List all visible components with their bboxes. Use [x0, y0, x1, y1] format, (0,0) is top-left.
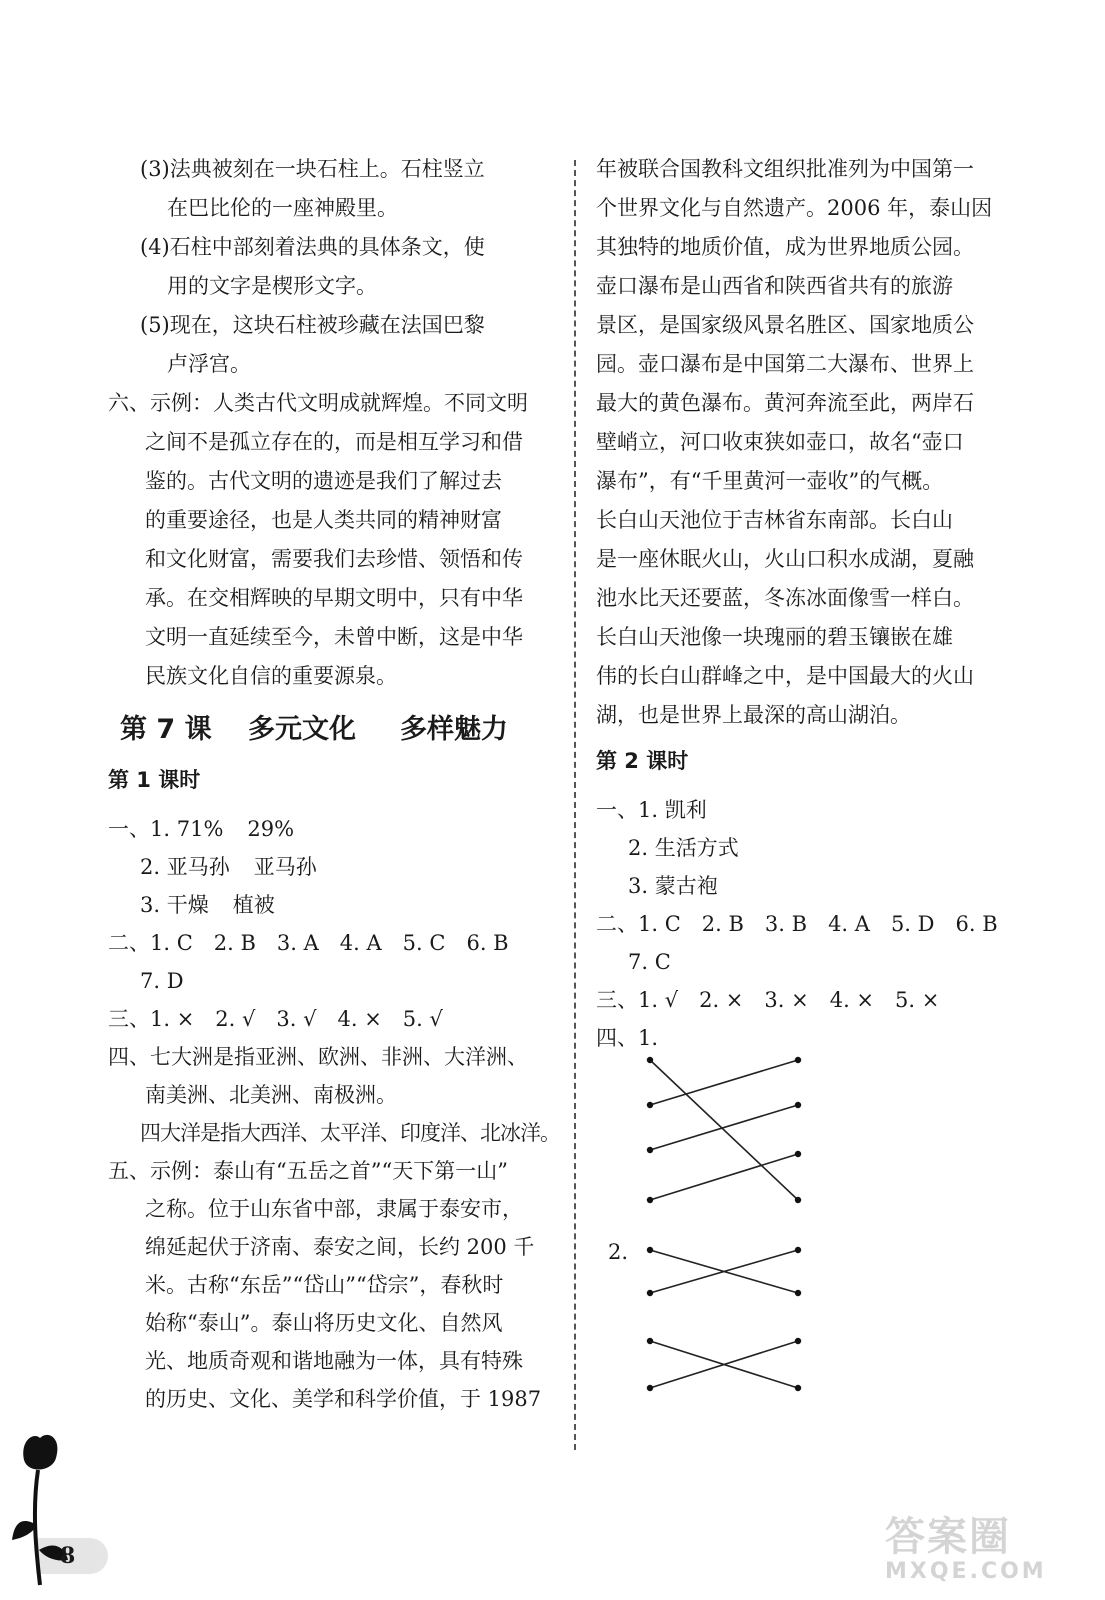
item-3-line-2: 在巴比伦的一座神殿里。 [167, 196, 398, 220]
match-dot [795, 1102, 801, 1108]
match-dot [795, 1151, 801, 1157]
match-dot [647, 1290, 653, 1296]
paragraph-line: 壶口瀑布是山西省和陕西省共有的旅游 [596, 274, 953, 298]
section-2-answers: 二、1. C 2. B 3. B 4. A 5. D 6. B [596, 912, 998, 936]
answer: 亚马孙 [253, 855, 317, 879]
paragraph-line: 伟的长白山群峰之中，是中国最大的火山 [596, 664, 974, 688]
paragraph-line: 景区，是国家级风景名胜区、国家地质公 [596, 313, 974, 337]
matching-diagram [620, 1050, 820, 1400]
lesson-title [108, 702, 558, 758]
paragraph-line: 瀑布”，有“千里黄河一壶收”的气概。 [596, 469, 944, 493]
paragraph-line: 长白山天池位于吉林省东南部。长白山 [596, 508, 953, 532]
match-dot [795, 1197, 801, 1203]
lesson-title-part-2: 多样魅力 [400, 714, 508, 745]
page-number: 8 [60, 1543, 76, 1569]
lesson-title-part-1: 多元文化 [248, 714, 356, 745]
column-divider [574, 160, 576, 1450]
match-dot [647, 1338, 653, 1344]
question-number: 3. [140, 893, 161, 917]
match-dot [795, 1290, 801, 1296]
section-5-line: 光、地质奇观和谐地融为一体，具有特殊 [145, 1349, 523, 1373]
section-2-answers: 二、1. C 2. B 3. A 4. A 5. C 6. B [108, 931, 509, 955]
section-5-line: 始称“泰山”。泰山将历史文化、自然风 [145, 1311, 503, 1335]
section-6-line: 的重要途径，也是人类共同的精神财富 [145, 508, 502, 532]
section-5-line: 绵延起伏于济南、泰安之间，长约 200 千 [145, 1235, 535, 1259]
answer-line [108, 886, 558, 924]
section-3-answers: 三、1. × 2. √ 3. √ 4. × 5. √ [108, 1007, 443, 1031]
item-5-line-2: 卢浮宫。 [167, 352, 251, 376]
watermark-logo-text: 答案圈 [885, 1514, 1011, 1560]
match-dot [647, 1247, 653, 1253]
match-dot [795, 1057, 801, 1063]
section-4-line: 南美洲、北美洲、南极洲。 [145, 1083, 397, 1107]
match-dot [647, 1197, 653, 1203]
session-1-title: 第 1 课时 [108, 768, 201, 792]
answer: 亚马孙 [166, 855, 230, 879]
answer: 干燥 [166, 893, 209, 917]
session-2-title: 第 2 课时 [596, 749, 689, 773]
match-line [650, 1154, 798, 1200]
section-4-line: 四大洋是指大西洋、太平洋、印度洋、北冰洋。 [140, 1121, 560, 1145]
section-5-line: 的历史、文化、美学和科学价值，于 1987 [145, 1387, 542, 1411]
section-6-line: 承。在交相辉映的早期文明中，只有中华 [145, 586, 523, 610]
matching-label-1: 四、1. [596, 1026, 659, 1050]
left-column [108, 150, 558, 1418]
lesson-number: 第 7 课 [120, 714, 212, 745]
section-6-line: 六、示例：人类古代文明成就辉煌。不同文明 [108, 391, 528, 415]
section-6-line: 之间不是孤立存在的，而是相互学习和借 [145, 430, 523, 454]
section-2-answers: 7. D [140, 969, 184, 993]
paragraph-line: 园。壶口瀑布是中国第二大瀑布、世界上 [596, 352, 974, 376]
paragraph-line: 是一座休眠火山，火山口积水成湖，夏融 [596, 547, 974, 571]
question-number: 一、1. [108, 817, 171, 841]
match-dot [647, 1057, 653, 1063]
item-5-line-1: (5)现在，这块石柱被珍藏在法国巴黎 [140, 313, 485, 337]
section-5-line: 之称。位于山东省中部，隶属于泰安市， [145, 1197, 523, 1221]
section-6-line: 文明一直延续至今，未曾中断，这是中华 [145, 625, 523, 649]
paragraph-line: 壁峭立，河口收束狭如壶口，故名“壶口 [596, 430, 964, 454]
match-dot [647, 1385, 653, 1391]
paragraph-line: 湖，也是世界上最深的高山湖泊。 [596, 703, 911, 727]
section-5-line: 五、示例：泰山有“五岳之首”“天下第一山” [108, 1159, 508, 1183]
match-line [650, 1105, 798, 1150]
section-5-line: 米。古称“东岳”“岱山”“岱宗”，春秋时 [145, 1273, 504, 1297]
match-dot [795, 1338, 801, 1344]
item-4-line-2: 用的文字是楔形文字。 [167, 274, 377, 298]
match-line [650, 1060, 798, 1200]
matching-label-2: 2. [608, 1240, 629, 1264]
paragraph-line: 最大的黄色瀑布。黄河奔流至此，两岸石 [596, 391, 974, 415]
answer-line: 一、1. 凯利 [596, 798, 707, 822]
item-3-line-1: (3)法典被刻在一块石柱上。石柱竖立 [140, 157, 485, 181]
watermark-url: MXQE.COM [885, 1559, 1047, 1584]
item-4-line-1: (4)石柱中部刻着法典的具体条文，使 [140, 235, 485, 259]
match-dot [647, 1102, 653, 1108]
answer-line: 2. 生活方式 [628, 836, 739, 860]
section-6-line: 民族文化自信的重要源泉。 [145, 664, 397, 688]
section-6-line: 鉴的。古代文明的遗迹是我们了解过去 [145, 469, 502, 493]
right-column [596, 150, 1026, 1057]
paragraph-line: 年被联合国教科文组织批准列为中国第一 [596, 157, 974, 181]
match-dot [795, 1385, 801, 1391]
match-line [650, 1060, 798, 1105]
paragraph-line: 个世界文化与自然遗产。2006 年，泰山因 [596, 196, 993, 220]
question-number: 2. [140, 855, 161, 879]
answer: 29% [247, 817, 295, 841]
answer-line: 3. 蒙古袍 [628, 874, 718, 898]
paragraph-line: 池水比天还要蓝，冬冻冰面像雪一样白。 [596, 586, 974, 610]
match-dot [795, 1247, 801, 1253]
answer-line [108, 810, 558, 848]
answer-line [108, 848, 558, 886]
answer: 71% [176, 817, 224, 841]
section-3-answers: 三、1. √ 2. × 3. × 4. × 5. × [596, 988, 940, 1012]
section-6-line: 和文化财富，需要我们去珍惜、领悟和传 [145, 547, 523, 571]
paragraph-line: 其独特的地质价值，成为世界地质公园。 [596, 235, 974, 259]
match-dot [647, 1147, 653, 1153]
watermark [885, 1515, 1047, 1585]
section-4-line: 四、七大洲是指亚洲、欧洲、非洲、大洋洲、 [108, 1045, 528, 1069]
section-2-answers: 7. C [628, 950, 671, 974]
answer: 植被 [232, 893, 275, 917]
paragraph-line: 长白山天池像一块瑰丽的碧玉镶嵌在雄 [596, 625, 953, 649]
